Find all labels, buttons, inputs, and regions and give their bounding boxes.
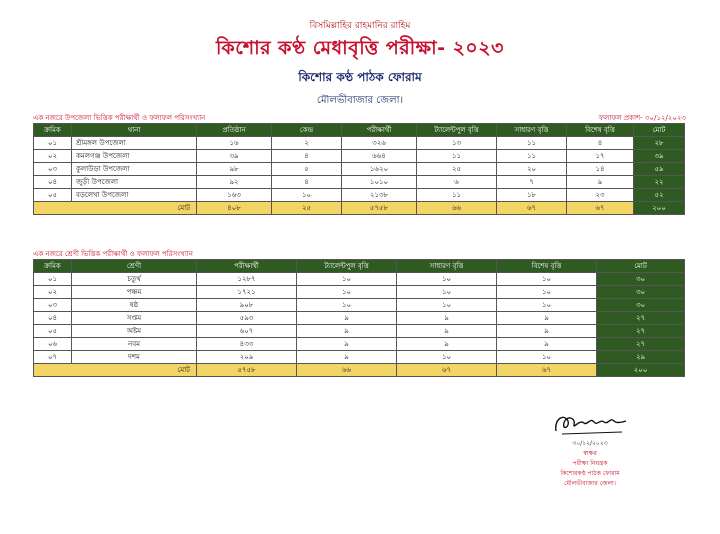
table-cell: ৯ [497, 338, 597, 351]
table-cell: ৬০৭ [197, 325, 297, 338]
table-cell: ০৩ [34, 299, 72, 312]
signature-district: মৌলভীবাজার জেলা। [564, 480, 616, 487]
total-cell: ২৫ [272, 202, 342, 215]
table-cell: ৩০ [597, 286, 685, 299]
table-cell: ৯৮ [197, 163, 272, 176]
table-cell: ১৭২১ [197, 286, 297, 299]
total-cell: ৬৭ [397, 364, 497, 377]
table-cell: দশম [72, 351, 197, 364]
table-row [34, 351, 685, 364]
table-cell: ৯২ [197, 176, 272, 189]
column-header: ট্যালেন্টপুল বৃত্তি [297, 260, 397, 273]
table-cell: ৪ [272, 150, 342, 163]
table-cell: ৪ [567, 137, 634, 150]
table-cell: ২০ [497, 163, 567, 176]
table-cell: বড়লেখা উপজেলা [72, 189, 197, 202]
signature-date: ৩০/১২/২০২৩ [572, 440, 608, 447]
table-row [34, 325, 685, 338]
total-label: মোট [34, 202, 197, 215]
table-cell: ৭ [497, 176, 567, 189]
table-cell: ২০৯ [197, 351, 297, 364]
total-cell: ৪০৮ [197, 202, 272, 215]
total-cell: ৬৬ [417, 202, 497, 215]
table-cell: ১০ [497, 273, 597, 286]
table-cell: ৯ [497, 325, 597, 338]
table-cell: ১১ [497, 137, 567, 150]
column-header: পরীক্ষার্থী [342, 124, 417, 137]
table-cell: ১০ [272, 189, 342, 202]
total-cell: ৬৭ [567, 202, 634, 215]
table-cell: ২৭ [597, 338, 685, 351]
table-row [34, 299, 685, 312]
table-cell: ২৭ [597, 312, 685, 325]
table-cell: নবম [72, 338, 197, 351]
table-cell: ১০ [297, 299, 397, 312]
class-results-table [33, 259, 685, 377]
column-header: থানা [72, 124, 197, 137]
table-cell: ২৮ [634, 137, 685, 150]
table-cell: ১০ [397, 273, 497, 286]
table-cell: ০৪ [34, 176, 72, 189]
table-cell: ১০১০ [342, 176, 417, 189]
table-cell: ১৩ [417, 137, 497, 150]
table-cell: ১০ [297, 273, 397, 286]
table-cell: ১৬ [197, 137, 272, 150]
forum-name: কিশোর কণ্ঠ পাঠক ফোরাম [298, 70, 422, 84]
table-cell: ০৬ [34, 338, 72, 351]
table-cell: ৫৯৩ [197, 312, 297, 325]
table-cell: ৯ [297, 312, 397, 325]
total-row [34, 364, 685, 377]
table-cell: ৩৯ [197, 150, 272, 163]
column-header: ক্রমিক [34, 124, 72, 137]
table-cell: সপ্তম [72, 312, 197, 325]
table-cell: ৯ [297, 338, 397, 351]
table-cell: ৯ [397, 338, 497, 351]
table-cell: ২ [272, 137, 342, 150]
table-cell: ১১ [417, 150, 497, 163]
table-cell: ১৭ [567, 150, 634, 163]
column-header: মোট [597, 260, 685, 273]
table-cell: ৯ [397, 325, 497, 338]
section2-title: এক নজরে শ্রেণী ভিত্তিক পরীক্ষার্থী ও ফলাফল পরিসংখ্যান [33, 250, 193, 258]
table-cell: ৩০ [597, 273, 685, 286]
total-cell: ২০০ [634, 202, 685, 215]
table-cell: ২৫ [417, 163, 497, 176]
table-header-row [34, 124, 685, 137]
table-cell: ০২ [34, 150, 72, 163]
column-header: ট্যালেন্টপুল বৃত্তি [417, 124, 497, 137]
table-row [34, 163, 685, 176]
table-cell: ১০ [397, 299, 497, 312]
page-title: কিশোর কণ্ঠ মেধাবৃত্তি পরীক্ষা- ২০২৩ [216, 37, 504, 59]
table-cell: শ্রীমঙ্গল উপজেলা [72, 137, 197, 150]
table-cell: ০৩ [34, 163, 72, 176]
table-cell: ৩৯ [634, 150, 685, 163]
total-cell: ৬৭ [497, 364, 597, 377]
table-cell: ২১৩৮ [342, 189, 417, 202]
total-cell: ২০০ [597, 364, 685, 377]
signature-image [550, 405, 630, 439]
table-cell: কুলাউড়া উপজেলা [72, 163, 197, 176]
table-cell: কমলগঞ্জ উপজেলা [72, 150, 197, 163]
table-cell: ১০ [497, 351, 597, 364]
table-cell: ১০ [297, 286, 397, 299]
table-cell: ২৯ [597, 351, 685, 364]
table-cell: ০১ [34, 273, 72, 286]
section1-title: এক নজরে উপজেলা ভিত্তিক পরীক্ষার্থী ও ফলাফল পরিসংখ্যান [33, 114, 206, 122]
table-cell: ০৫ [34, 325, 72, 338]
total-cell: ৫৭৫৮ [197, 364, 297, 377]
column-header: ক্রমিক [34, 260, 72, 273]
table-cell: পঞ্চম [72, 286, 197, 299]
total-row [34, 202, 685, 215]
table-cell: ৫২ [634, 189, 685, 202]
column-header: প্রতিষ্ঠান [197, 124, 272, 137]
table-cell: ষষ্ঠ [72, 299, 197, 312]
table-cell: ৬ [417, 176, 497, 189]
table-cell: অষ্টম [72, 325, 197, 338]
signature-label: স্বাক্ষর [583, 450, 597, 457]
signature-role: পরীক্ষা নিয়ন্ত্রক [572, 460, 608, 467]
table-cell: ৪৩৩ [197, 338, 297, 351]
table-cell: চতুর্থ [72, 273, 197, 286]
table-cell: ৯ [297, 351, 397, 364]
table-row [34, 189, 685, 202]
table-row [34, 176, 685, 189]
table-cell: ০৪ [34, 312, 72, 325]
table-cell: ১১ [497, 150, 567, 163]
signature-org: কিশোরকণ্ঠ পাঠক ফোরাম [560, 470, 620, 477]
table-cell: ৯ [567, 176, 634, 189]
total-label: মোট [34, 364, 197, 377]
table-cell: ২৭ [597, 325, 685, 338]
table-cell: ০৫ [34, 189, 72, 202]
table-cell: ৯০৮ [197, 299, 297, 312]
table-row [34, 286, 685, 299]
table-cell: ০২ [34, 286, 72, 299]
table-row [34, 273, 685, 286]
table-cell: ৫ [272, 163, 342, 176]
table-cell: ১৮ [497, 189, 567, 202]
table-cell: ৯ [397, 312, 497, 325]
table-cell: ৩০ [597, 299, 685, 312]
table-cell: ০১ [34, 137, 72, 150]
upazila-results-table [33, 123, 685, 215]
table-cell: জুড়ী উপজেলা [72, 176, 197, 189]
table-row [34, 150, 685, 163]
table-cell: ২২ [634, 176, 685, 189]
table-cell: ১০ [497, 299, 597, 312]
table-row [34, 312, 685, 325]
table-cell: ৯ [497, 312, 597, 325]
column-header: কেন্দ্র [272, 124, 342, 137]
column-header: শ্রেণী [72, 260, 197, 273]
district-name: মৌলভীবাজার জেলা। [316, 95, 404, 106]
table-row [34, 137, 685, 150]
column-header: বিশেষ বৃত্তি [567, 124, 634, 137]
table-cell: ২৩ [567, 189, 634, 202]
table-cell: ৬৬৪ [342, 150, 417, 163]
table-cell: ৪ [272, 176, 342, 189]
column-header: সাধারণ বৃত্তি [497, 124, 567, 137]
table-row [34, 338, 685, 351]
table-header-row [34, 260, 685, 273]
signature-block [520, 405, 660, 489]
table-cell: ১৪ [567, 163, 634, 176]
table-cell: ১০ [497, 286, 597, 299]
publish-date: ফলাফল প্রকাশ- ৩০/১২/২০২৩ [598, 114, 686, 122]
column-header: বিশেষ বৃত্তি [497, 260, 597, 273]
bismillah-text: বিসমিল্লাহির রাহমানির রাহিম [309, 21, 411, 31]
table-cell: ৩২৬ [342, 137, 417, 150]
table-cell: ৫৯ [634, 163, 685, 176]
table-cell: ১১ [417, 189, 497, 202]
table-cell: ১০ [397, 351, 497, 364]
total-cell: ৬৭ [497, 202, 567, 215]
table-cell: ১৬২০ [342, 163, 417, 176]
column-header: সাধারণ বৃত্তি [397, 260, 497, 273]
table-cell: ০৭ [34, 351, 72, 364]
table-cell: ৯ [297, 325, 397, 338]
column-header: পরীক্ষার্থী [197, 260, 297, 273]
table-cell: ১৬৩ [197, 189, 272, 202]
total-cell: ৫৭৫৮ [342, 202, 417, 215]
table-cell: ১২৮৭ [197, 273, 297, 286]
table-cell: ১০ [397, 286, 497, 299]
total-cell: ৬৬ [297, 364, 397, 377]
column-header: মোট [634, 124, 685, 137]
